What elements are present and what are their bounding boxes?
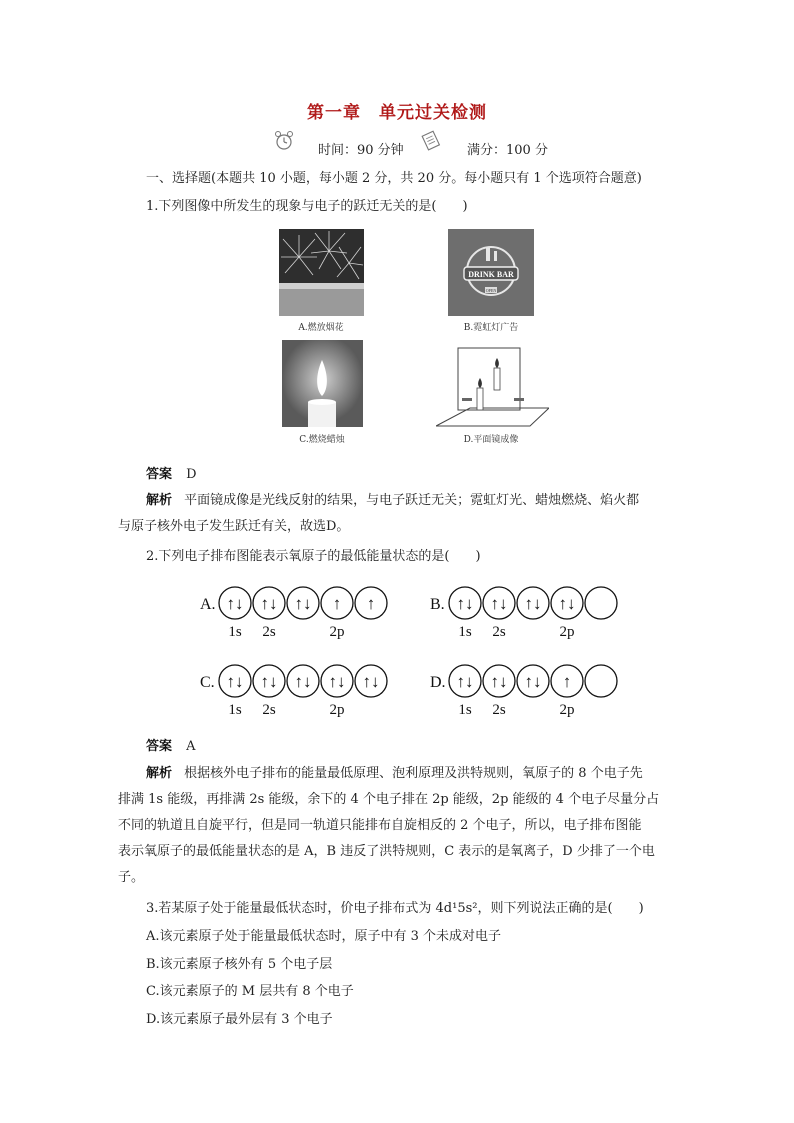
sublevel-label: 2p: [329, 624, 345, 640]
electron-spin-arrows: ↑↓: [294, 672, 312, 691]
candle-image: [282, 340, 363, 427]
image-caption-a: A.燃放烟花: [298, 323, 344, 333]
q1-stem: 1.下列图像中所发生的现象与电子的跃迁无关的是( ): [146, 199, 468, 214]
q2-explain-line: 根据核外电子排布的能量最低原理、泡利原理及洪特规则，氧原子的 8 个电子先: [184, 766, 643, 781]
q3-option-b: B.该元素原子核外有 5 个电子层: [146, 957, 333, 972]
neon-sign-image: [448, 229, 534, 316]
q1-explain-line2: 与原子核外电子发生跃迁有关，故选D。: [118, 519, 350, 534]
orbital-diagrams: [190, 580, 630, 720]
sublevel-label: 2s: [262, 624, 276, 640]
q2-answer: A: [186, 739, 196, 754]
q3-option-d: D.该元素原子最外层有 3 个电子: [146, 1012, 333, 1027]
electron-spin-arrows: ↑↓: [294, 594, 312, 613]
q3-option-a: A.该元素原子处于能量最低状态时，原子中有 3 个未成对电子: [146, 929, 502, 944]
q3-option-c: C.该元素原子的 M 层共有 8 个电子: [146, 984, 354, 999]
q2-stem: 2.下列电子排布图能表示氧原子的最低能量状态的是( ): [146, 549, 481, 564]
electron-spin-arrows: ↑↓: [328, 672, 346, 691]
electron-spin-arrows: ↑↓: [456, 594, 474, 613]
q2-explain-line: 不同的轨道且自旋平行，但是同一轨道只能排布自旋相反的 2 个电子，所以，电子排布图能: [118, 818, 642, 833]
sublevel-label: 2s: [492, 702, 506, 718]
image-caption-c: C.燃烧蜡烛: [299, 435, 345, 445]
electron-spin-arrows: ↑↓: [524, 594, 542, 613]
time-limit: 时间：90 分钟: [318, 143, 404, 158]
sublevel-label: 2p: [329, 702, 345, 718]
section-heading: 一、选择题(本题共 10 小题，每小题 2 分，共 20 分。每小题只有 1 个选项符合题意): [146, 171, 642, 186]
electron-spin-arrows: ↑↓: [260, 672, 278, 691]
electron-spin-arrows: ↑↓: [558, 594, 576, 613]
page-title: 第一章 单元过关检测: [307, 103, 487, 123]
q1-explain-label: 解析: [146, 493, 173, 508]
q2-explain-line: 子。: [118, 870, 145, 885]
q1-answer: D: [186, 467, 197, 482]
sign-text: DRINK BAR: [468, 270, 514, 279]
q3-stem: 3.若某原子处于能量最低状态时，价电子排布式为 4d¹5s²，则下列说法正确的是( ): [146, 901, 644, 916]
orbital-option-letter: D.: [430, 674, 446, 691]
orbital-option-letter: B.: [430, 596, 445, 613]
sign-small-text: OPEN: [485, 288, 497, 293]
orbital-circle: [585, 587, 617, 619]
alarm-clock-icon: [274, 130, 294, 152]
sublevel-label: 2s: [492, 624, 506, 640]
sublevel-label: 2s: [262, 702, 276, 718]
q2-explain-line: 表示氧原子的最低能量状态的是 A，B 违反了洪特规则，C 表示的是氧离子，D 少排了一个电: [118, 844, 655, 859]
paper-icon: [421, 130, 441, 152]
q2-explain-label: 解析: [146, 766, 173, 781]
electron-spin-arrows: ↑↓: [456, 672, 474, 691]
q2-explain-line: 排满 1s 能级，再排满 2s 能级，余下的 4 个电子排在 2p 能级，2p 能级的 4 个电子尽量分占: [118, 792, 660, 807]
sublevel-label: 1s: [228, 702, 242, 718]
sublevel-label: 1s: [458, 624, 472, 640]
q2-answer-label: 答案: [146, 739, 173, 754]
image-caption-b: B.霓虹灯广告: [463, 323, 519, 333]
electron-spin-arrows: ↑: [366, 594, 376, 613]
electron-spin-arrows: ↑↓: [524, 672, 542, 691]
orbital-option-letter: A.: [200, 596, 216, 613]
orbital-option-letter: C.: [200, 674, 215, 691]
sublevel-label: 2p: [559, 702, 575, 718]
orbital-circle: [585, 665, 617, 697]
sublevel-label: 2p: [559, 624, 575, 640]
q1-explain-line1: 平面镜成像是光线反射的结果，与电子跃迁无关；霓虹灯光、蜡烛燃烧、焰火都: [184, 493, 640, 508]
electron-spin-arrows: ↑: [332, 594, 342, 613]
electron-spin-arrows: ↑: [562, 672, 572, 691]
full-score: 满分：100 分: [467, 143, 548, 158]
q1-answer-label: 答案: [146, 467, 173, 482]
plane-mirror-image: [436, 344, 549, 428]
image-caption-d: D.平面镜成像: [463, 435, 519, 445]
electron-spin-arrows: ↑↓: [260, 594, 278, 613]
sublevel-label: 1s: [458, 702, 472, 718]
electron-spin-arrows: ↑↓: [226, 594, 244, 613]
sublevel-label: 1s: [228, 624, 242, 640]
electron-spin-arrows: ↑↓: [226, 672, 244, 691]
electron-spin-arrows: ↑↓: [490, 672, 508, 691]
electron-spin-arrows: ↑↓: [362, 672, 380, 691]
electron-spin-arrows: ↑↓: [490, 594, 508, 613]
fireworks-image: [279, 229, 364, 316]
